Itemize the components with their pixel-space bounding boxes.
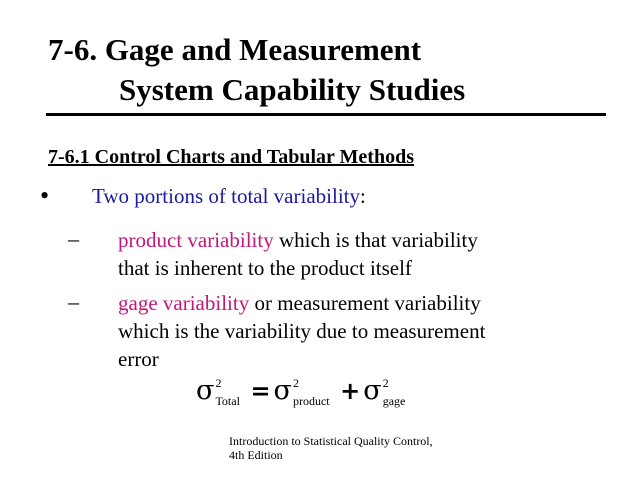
section-subheading: 7-6.1 Control Charts and Tabular Methods <box>48 146 414 168</box>
plus-sign: + <box>340 377 361 405</box>
equals-sign: = <box>250 377 271 405</box>
subitem-text: error <box>118 347 159 371</box>
sigma-symbol: σ <box>196 375 215 406</box>
subitem-text: or measurement variability <box>249 291 481 315</box>
subitem-gage-variability <box>118 289 558 373</box>
title-line-1: 7-6. Gage and Measurement <box>48 32 422 67</box>
title-line-2: System Capability Studies <box>119 72 466 107</box>
subitem-product-variability <box>118 226 558 282</box>
footer-line-1: Introduction to Statistical Quality Control, <box>229 434 433 448</box>
bullet-colon: : <box>360 184 366 208</box>
subitem-highlight: gage variability <box>118 291 250 315</box>
footer-citation <box>229 434 433 462</box>
exponent: 2 <box>382 375 389 390</box>
exponent: 2 <box>292 375 299 390</box>
subitem-highlight: product variability <box>118 228 274 252</box>
subitem-text: that is inherent to the product itself <box>118 256 412 280</box>
variance-formula <box>196 372 405 409</box>
sigma-symbol: σ <box>363 375 382 406</box>
bullet-text <box>92 184 366 209</box>
subitem-text: which is the variability due to measurement <box>118 319 486 343</box>
subscript-product: product <box>292 393 330 408</box>
bullet-text-main: Two portions of total variability <box>92 184 360 208</box>
subscript-gage: gage <box>382 393 406 408</box>
exponent: 2 <box>215 375 222 390</box>
title-underline-rule <box>46 113 606 116</box>
subitem-text: which is that variability <box>273 228 478 252</box>
sigma-symbol: σ <box>273 375 292 406</box>
dash-icon: – <box>68 289 79 314</box>
footer-line-2: 4th Edition <box>229 448 283 462</box>
dash-icon: – <box>68 226 79 251</box>
bullet-icon: • <box>40 181 50 210</box>
slide-title <box>48 30 465 110</box>
subscript-total: Total <box>215 393 240 408</box>
